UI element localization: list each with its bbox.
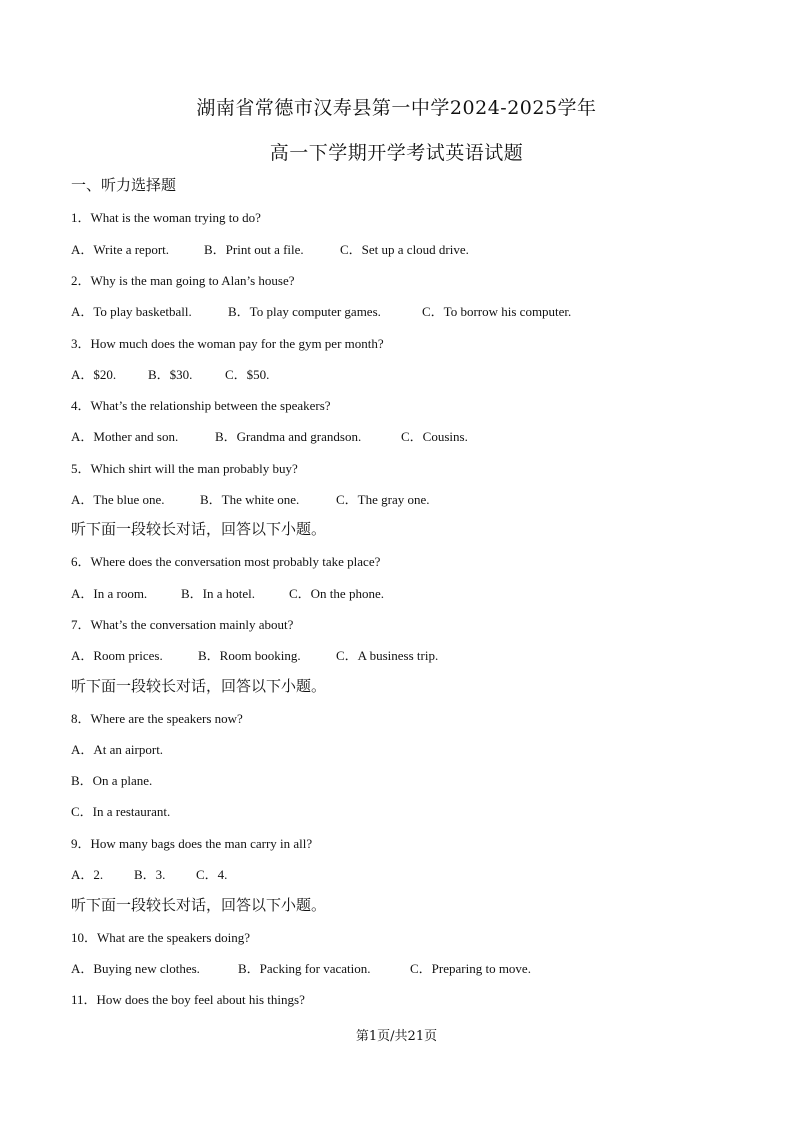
options-2 <box>71 304 571 320</box>
option-4a: A．Mother and son. <box>71 429 179 444</box>
option-3b: B．$30. <box>148 367 193 382</box>
question-1: 1．What is the woman trying to do? <box>71 210 261 225</box>
option-7b: B．Room booking. <box>198 648 301 663</box>
question-2: 2．Why is the man going to Alan’s house? <box>71 273 295 288</box>
option-1b: B．Print out a file. <box>204 242 304 257</box>
option-5a: A．The blue one. <box>71 492 165 507</box>
question-4: 4．What’s the relationship between the speakers? <box>71 398 331 413</box>
options-9 <box>71 867 227 883</box>
option-6a: A．In a room. <box>71 586 148 601</box>
option-5c: C．The gray one. <box>336 492 430 507</box>
option-2c: C．To borrow his computer. <box>422 304 572 319</box>
option-1c: C．Set up a cloud drive. <box>340 242 469 257</box>
option-10c: C．Preparing to move. <box>410 961 531 976</box>
options-10 <box>71 961 531 977</box>
option-8a: A．At an airport. <box>71 742 164 757</box>
option-9b: B．3. <box>134 867 166 882</box>
listening-instruction-3: 听下面一段较长对话，回答以下小题。 <box>71 896 327 914</box>
question-11: 11．How does the boy feel about his things? <box>71 992 305 1007</box>
question-5: 5．Which shirt will the man probably buy? <box>71 461 298 476</box>
option-6b: B．In a hotel. <box>181 586 256 601</box>
question-6: 6．Where does the conversation most probably take place? <box>71 554 381 569</box>
option-7a: A．Room prices. <box>71 648 163 663</box>
section-heading: 一、听力选择题 <box>71 176 177 194</box>
options-1 <box>71 242 469 258</box>
option-2b: B．To play computer games. <box>228 304 381 319</box>
option-5b: B．The white one. <box>200 492 300 507</box>
question-3: 3．How much does the woman pay for the gym per month? <box>71 336 384 351</box>
option-10a: A．Buying new clothes. <box>71 961 200 976</box>
listening-instruction-2: 听下面一段较长对话，回答以下小题。 <box>71 677 327 695</box>
option-3a: A．$20. <box>71 367 117 382</box>
option-6c: C．On the phone. <box>289 586 384 601</box>
option-1a: A．Write a report. <box>71 242 170 257</box>
option-8c: C．In a restaurant. <box>71 804 171 819</box>
option-4b: B．Grandma and grandson. <box>215 429 362 444</box>
listening-instruction-1: 听下面一段较长对话，回答以下小题。 <box>71 520 327 538</box>
option-8b: B．On a plane. <box>71 773 153 788</box>
option-3c: C．$50. <box>225 367 270 382</box>
option-4c: C．Cousins. <box>401 429 468 444</box>
options-5 <box>71 492 430 508</box>
options-7 <box>71 648 438 664</box>
question-8: 8．Where are the speakers now? <box>71 711 243 726</box>
option-10b: B．Packing for vacation. <box>238 961 371 976</box>
options-3 <box>71 367 269 383</box>
options-4 <box>71 429 468 445</box>
question-10: 10．What are the speakers doing? <box>71 930 251 945</box>
option-2a: A．To play basketball. <box>71 304 192 319</box>
options-6 <box>71 586 384 602</box>
option-7c: C．A business trip. <box>336 648 439 663</box>
document-title-line-2: 高一下学期开学考试英语试题 <box>269 142 524 164</box>
page-footer: 第1页/共21页 <box>355 1029 438 1044</box>
question-9: 9．How many bags does the man carry in all? <box>71 836 313 851</box>
option-9a: A．2. <box>71 867 104 882</box>
document-title-line-1: 湖南省常德市汉寿县第一中学2024-2025学年 <box>196 97 597 119</box>
question-7: 7．What’s the conversation mainly about? <box>71 617 294 632</box>
option-9c: C．4. <box>196 867 228 882</box>
